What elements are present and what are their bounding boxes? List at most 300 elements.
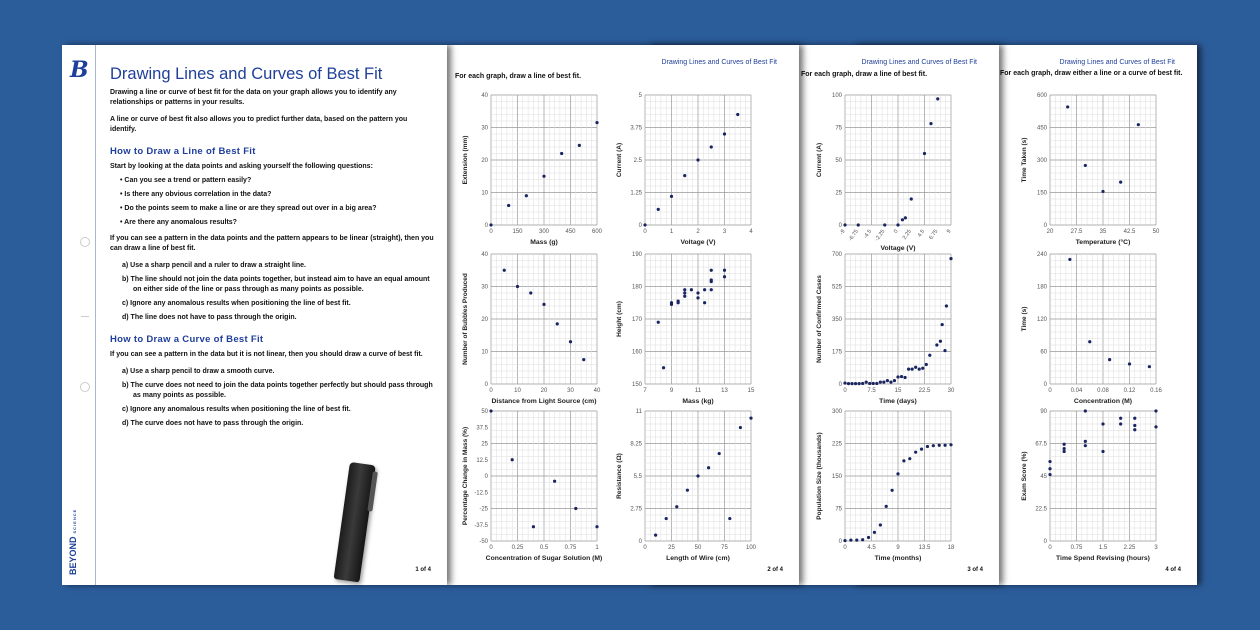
x-axis-label: Mass (g) (530, 239, 558, 246)
data-point (935, 343, 938, 346)
data-point (683, 295, 686, 298)
x-tick-label: 300 (538, 229, 550, 235)
data-point (850, 382, 853, 385)
data-point (875, 382, 878, 385)
x-tick-label: 100 (745, 545, 757, 551)
data-point (926, 445, 929, 448)
data-point (595, 525, 598, 528)
data-point (904, 216, 907, 219)
data-point (879, 523, 882, 526)
list-item: • Do the points seem to make a line or are they spread out over in a big area? (120, 205, 377, 212)
x-tick-label: 0.12 (1123, 388, 1136, 394)
data-point (707, 466, 710, 469)
data-point (690, 288, 693, 291)
x-tick-label: 18 (947, 545, 955, 551)
y-tick-label: 0 (638, 223, 642, 229)
data-point (879, 381, 882, 384)
scatter-chart (1010, 403, 1170, 573)
data-point (1101, 190, 1104, 193)
data-point (843, 539, 846, 542)
x-tick-label: 22.5 (918, 388, 931, 394)
scatter-chart (805, 403, 965, 573)
margin-mark (81, 316, 89, 317)
y-tick-label: 22.5 (1035, 506, 1047, 513)
x-tick-label: 0 (489, 545, 493, 551)
data-point (936, 97, 939, 100)
x-tick-label: 13 (721, 388, 728, 394)
x-tick-label: 0 (892, 228, 900, 235)
y-tick-label: 67.5 (1035, 441, 1047, 448)
x-tick-label: 0 (643, 545, 647, 551)
x-tick-label: 450 (565, 229, 576, 235)
data-point (503, 269, 506, 272)
x-tick-label: 50 (694, 545, 702, 551)
y-tick-label: 11 (635, 409, 642, 415)
x-axis-label: Time (months) (874, 555, 922, 562)
scatter-chart (605, 87, 765, 257)
data-point (696, 474, 699, 477)
y-tick-label: 90 (1040, 409, 1047, 415)
data-point (893, 379, 896, 382)
x-tick-label: -9 (838, 228, 847, 237)
x-tick-label: 13.5 (918, 545, 931, 551)
scatter-chart (451, 87, 611, 257)
x-tick-label: 4.5 (916, 228, 927, 239)
y-tick-label: 20 (481, 317, 488, 323)
y-axis-label: Percentage Change in Mass (%) (462, 426, 469, 526)
x-tick-label: 42.5 (1123, 229, 1136, 235)
x-tick-label: 9 (896, 545, 900, 551)
data-point (643, 223, 646, 226)
list-item: a) Use a sharp pencil and a ruler to draw a straight line. (122, 262, 306, 269)
data-point (677, 300, 680, 303)
data-point (1154, 425, 1157, 428)
y-tick-label: 300 (1036, 158, 1047, 164)
data-point (657, 208, 660, 211)
x-tick-label: 0.04 (1070, 388, 1083, 394)
x-tick-label: -6.75 (847, 228, 860, 243)
data-point (662, 366, 665, 369)
intro-paragraph: Drawing a line or curve of best fit for the data on your graph allows you to identify any relationships or patterns in your results. (110, 89, 397, 106)
data-point (910, 197, 913, 200)
data-point (896, 472, 899, 475)
data-point (1148, 365, 1151, 368)
x-tick-label: 2.25 (901, 228, 913, 241)
list-item: c) Ignore any anomalous results when positioning the line of best fit. (122, 300, 351, 307)
y-axis-label: Exam Score (%) (1021, 451, 1028, 501)
x-tick-label: 9 (669, 388, 674, 394)
x-tick-label: 0 (1048, 388, 1052, 394)
list-item: • Are there any anomalous results? (120, 219, 237, 226)
data-point (949, 257, 952, 260)
x-tick-label: 0 (843, 545, 847, 551)
y-tick-label: 150 (631, 382, 642, 388)
y-tick-label: 1.25 (630, 190, 642, 197)
page-number: 1 of 4 (415, 567, 431, 573)
y-tick-label: -50 (479, 539, 488, 545)
data-point (941, 323, 944, 326)
data-point (855, 539, 858, 542)
intro-paragraph: A line or curve of best fit also allows you to predict further data, based on the pattern you identify. (110, 116, 408, 133)
section-heading-curve: How to Draw a Curve of Best Fit (110, 334, 264, 345)
y-tick-label: -25 (479, 506, 488, 513)
section-heading-line: How to Draw a Line of Best Fit (110, 146, 256, 157)
data-point (929, 122, 932, 125)
data-point (560, 152, 563, 155)
list-item: d) The line does not have to pass through the origin. (122, 314, 297, 321)
data-point (1084, 444, 1087, 447)
y-tick-label: 120 (1036, 317, 1047, 323)
data-point (595, 121, 598, 124)
y-tick-label: 0 (484, 474, 488, 480)
data-point (1068, 258, 1071, 261)
page-header: Drawing Lines and Curves of Best Fit (661, 59, 777, 66)
x-tick-label: 30 (947, 388, 955, 394)
list-item: b) The line should not join the data points together, but instead aim to have an equal amount on either side of the line or pass through as many points as possible. (122, 276, 430, 293)
curve-steps (122, 367, 435, 429)
data-point (949, 443, 952, 446)
data-point (683, 288, 686, 291)
x-tick-label: 0 (1048, 545, 1052, 551)
y-axis-label: Number of Confirmed Cases (816, 275, 823, 363)
y-tick-label: 0 (838, 382, 842, 388)
x-tick-label: 0.25 (511, 545, 524, 551)
page-number: 4 of 4 (1165, 567, 1181, 573)
x-tick-label: 2 (696, 229, 700, 235)
data-point (525, 194, 528, 197)
data-point (1119, 422, 1122, 425)
data-point (489, 223, 492, 226)
scatter-chart (1010, 87, 1170, 257)
x-axis-label: Time (days) (879, 398, 917, 405)
data-point (489, 409, 492, 412)
data-point (686, 489, 689, 492)
y-tick-label: 0 (838, 223, 842, 229)
x-tick-label: 0 (843, 388, 847, 394)
x-tick-label: 0 (489, 388, 493, 394)
data-point (1119, 417, 1122, 420)
x-tick-label: 20 (1046, 229, 1054, 235)
y-tick-label: 45 (1040, 474, 1047, 480)
x-tick-label: 15 (894, 388, 902, 394)
brand-wordmark: BEYONDSCIENCE (68, 508, 78, 575)
page-title: Drawing Lines and Curves of Best Fit (110, 65, 383, 83)
data-point (923, 152, 926, 155)
x-tick-label: 7 (643, 388, 647, 394)
y-tick-label: 20 (481, 158, 488, 164)
page-header: Drawing Lines and Curves of Best Fit (861, 59, 977, 66)
data-point (556, 322, 559, 325)
y-tick-label: 3.75 (630, 125, 642, 132)
y-tick-label: 50 (481, 409, 488, 415)
y-tick-label: 12.5 (476, 457, 488, 464)
data-point (670, 195, 673, 198)
list-item: c) Ignore any anomalous results when positioning the line of best fit. (122, 406, 351, 413)
y-axis-label: Extension (mm) (462, 135, 469, 185)
data-point (932, 444, 935, 447)
y-tick-label: 40 (481, 252, 488, 258)
data-point (861, 538, 864, 541)
y-tick-label: 450 (1036, 125, 1047, 132)
data-point (736, 113, 739, 116)
scatter-chart (451, 246, 611, 416)
scatter-chart (805, 246, 965, 416)
y-tick-label: 2.75 (630, 506, 642, 513)
y-tick-label: 170 (631, 317, 642, 323)
y-axis-label: Current (A) (816, 142, 823, 178)
list-item: • Is there any obvious correlation in the data? (120, 191, 272, 198)
data-point (1063, 447, 1066, 450)
x-axis-label: Mass (kg) (682, 398, 714, 405)
data-point (1154, 409, 1157, 412)
data-point (718, 452, 721, 455)
data-point (886, 379, 889, 382)
y-axis-label: Current (A) (616, 142, 623, 178)
margin-rule (95, 45, 96, 585)
y-axis-label: Time Taken (s) (1021, 137, 1028, 183)
punch-hole (80, 382, 90, 392)
data-point (683, 174, 686, 177)
x-tick-label: 40 (593, 388, 601, 394)
data-point (1101, 450, 1104, 453)
data-point (849, 539, 852, 542)
data-point (574, 507, 577, 510)
data-point (908, 457, 911, 460)
data-point (939, 340, 942, 343)
data-point (532, 525, 535, 528)
linear-text: If you can see a pattern in the data points and the pattern appears to be linear (straight), then you can draw a line of best fit. (110, 235, 434, 252)
data-point (847, 382, 850, 385)
data-point (1084, 164, 1087, 167)
data-point (883, 223, 886, 226)
y-tick-label: -12.5 (474, 490, 488, 497)
data-point (696, 296, 699, 299)
data-point (749, 416, 752, 419)
data-point (891, 489, 894, 492)
y-tick-label: 100 (831, 93, 842, 99)
x-axis-label: Concentration (M) (1073, 398, 1133, 405)
x-tick-label: 1.5 (1098, 545, 1108, 551)
y-tick-label: 225 (831, 441, 842, 448)
y-tick-label: 37.5 (476, 425, 488, 432)
page-content (110, 63, 435, 433)
list-item: • Can you see a trend or pattern easily? (120, 177, 252, 184)
data-point (1128, 362, 1131, 365)
y-tick-label: 150 (831, 474, 842, 480)
x-tick-label: 7.5 (867, 388, 876, 394)
scatter-chart (605, 403, 765, 573)
x-tick-label: 0.5 (539, 545, 549, 551)
worksheet-page-1 (62, 45, 447, 585)
data-point (553, 480, 556, 483)
data-point (885, 505, 888, 508)
y-tick-label: 150 (1036, 190, 1047, 197)
y-tick-label: 30 (481, 125, 488, 132)
y-tick-label: -37.5 (474, 522, 488, 529)
data-point (1133, 428, 1136, 431)
data-point (873, 531, 876, 534)
x-tick-label: -2.25 (874, 228, 887, 243)
x-tick-label: 0.08 (1097, 388, 1109, 394)
instruction: For each graph, draw a line of best fit. (455, 73, 582, 80)
data-point (911, 368, 914, 371)
data-point (896, 375, 899, 378)
data-point (723, 132, 726, 135)
data-point (861, 382, 864, 385)
x-tick-label: 3 (1154, 545, 1158, 551)
y-tick-label: 5.5 (633, 474, 642, 480)
x-tick-label: 30 (567, 388, 574, 394)
data-point (858, 382, 861, 385)
data-point (1066, 105, 1069, 108)
x-tick-label: 11 (694, 388, 702, 394)
data-point (944, 444, 947, 447)
y-tick-label: 40 (481, 93, 488, 99)
x-tick-label: 27.5 (1070, 229, 1083, 235)
page-number: 2 of 4 (767, 567, 783, 573)
data-point (569, 340, 572, 343)
x-tick-label: 20 (540, 388, 548, 394)
data-point (703, 301, 706, 304)
scatter-chart (1010, 246, 1170, 416)
instruction: For each graph, draw either a line or a curve of best fit. (1000, 70, 1183, 77)
data-point (582, 358, 585, 361)
data-point (872, 382, 875, 385)
y-tick-label: 300 (831, 409, 842, 415)
data-point (900, 375, 903, 378)
x-axis-label: Length of Wire (cm) (666, 555, 730, 562)
y-axis-label: Number of Bubbles Produced (462, 273, 469, 365)
data-point (889, 381, 892, 384)
x-tick-label: 6.75 (928, 228, 940, 241)
y-tick-label: 10 (481, 190, 488, 197)
question-list (120, 176, 435, 228)
y-tick-label: 75 (835, 506, 842, 513)
y-axis-label: Time (s) (1021, 306, 1028, 332)
data-point (1084, 440, 1087, 443)
y-tick-label: 0 (1043, 223, 1047, 229)
y-tick-label: 0 (484, 382, 488, 388)
punch-hole (80, 237, 90, 247)
x-tick-label: 50 (1152, 229, 1160, 235)
data-point (914, 366, 917, 369)
x-tick-label: 4.5 (867, 545, 876, 551)
data-point (882, 381, 885, 384)
data-point (654, 533, 657, 536)
x-tick-label: 35 (1099, 229, 1107, 235)
y-axis-label: Height (cm) (616, 301, 623, 337)
data-point (542, 303, 545, 306)
data-point (1084, 409, 1087, 412)
data-point (578, 144, 581, 147)
data-point (728, 517, 731, 520)
data-point (1048, 473, 1051, 476)
data-point (857, 223, 860, 226)
data-point (723, 269, 726, 272)
data-point (675, 505, 678, 508)
data-point (1133, 424, 1136, 427)
y-tick-label: 2.5 (633, 158, 642, 164)
data-point (1048, 460, 1051, 463)
x-tick-label: 600 (591, 229, 603, 235)
data-point (696, 291, 699, 294)
data-point (657, 321, 660, 324)
x-axis-label: Concentration of Sugar Solution (M) (485, 555, 603, 562)
data-point (723, 275, 726, 278)
x-tick-label: 150 (512, 229, 523, 235)
x-tick-label: 0.75 (564, 545, 577, 551)
data-point (511, 458, 514, 461)
data-point (943, 349, 946, 352)
scatter-chart (451, 403, 611, 573)
data-point (1119, 181, 1122, 184)
scatter-chart (805, 87, 965, 257)
instruction: For each graph, draw a line of best fit. (801, 71, 928, 78)
y-tick-label: 180 (631, 284, 642, 291)
data-point (1088, 340, 1091, 343)
x-tick-label: 0.16 (1150, 388, 1162, 394)
x-tick-label: 10 (514, 388, 521, 394)
y-tick-label: 60 (1040, 349, 1047, 356)
x-tick-label: 1 (669, 229, 674, 235)
data-point (918, 368, 921, 371)
data-point (516, 285, 519, 288)
data-point (843, 223, 846, 226)
y-tick-label: 0 (638, 539, 642, 545)
y-tick-label: 700 (831, 252, 842, 258)
data-point (920, 448, 923, 451)
x-axis-label: Voltage (V) (680, 239, 716, 246)
data-point (507, 204, 510, 207)
x-tick-label: 9 (945, 228, 953, 235)
y-tick-label: 190 (631, 252, 642, 258)
start-text: Start by looking at the data points and asking yourself the following questions: (110, 163, 373, 170)
curve-text: If you can see a pattern in the data but it is not linear, then you should draw a curve of best fit. (110, 351, 423, 358)
x-tick-label: 0 (489, 229, 493, 235)
data-point (945, 304, 948, 307)
data-point (867, 536, 870, 539)
list-item: b) The curve does not need to join the data points together perfectly but should pass through as many points as possible. (122, 382, 433, 399)
data-point (1063, 443, 1066, 446)
data-point (703, 288, 706, 291)
y-tick-label: 8.25 (630, 441, 642, 448)
page-header: Drawing Lines and Curves of Best Fit (1059, 59, 1175, 66)
y-tick-label: 180 (1036, 284, 1047, 291)
data-point (710, 145, 713, 148)
data-point (896, 223, 899, 226)
data-point (739, 426, 742, 429)
x-tick-label: 0.75 (1070, 545, 1083, 551)
list-item: a) Use a sharp pencil to draw a smooth curve. (122, 368, 275, 375)
data-point (865, 381, 868, 384)
y-tick-label: 75 (835, 125, 842, 132)
data-point (710, 288, 713, 291)
x-tick-label: 1 (595, 545, 599, 551)
y-tick-label: 350 (831, 317, 842, 323)
data-point (854, 382, 857, 385)
x-tick-label: 75 (721, 545, 728, 551)
data-point (902, 459, 905, 462)
data-point (928, 354, 931, 357)
data-point (914, 451, 917, 454)
y-tick-label: 525 (831, 284, 842, 291)
x-tick-label: 25 (668, 545, 675, 551)
line-steps (122, 261, 435, 323)
y-tick-label: 0 (1043, 539, 1047, 545)
data-point (1063, 450, 1066, 453)
data-point (683, 291, 686, 294)
worksheet-page-2 (447, 45, 799, 585)
